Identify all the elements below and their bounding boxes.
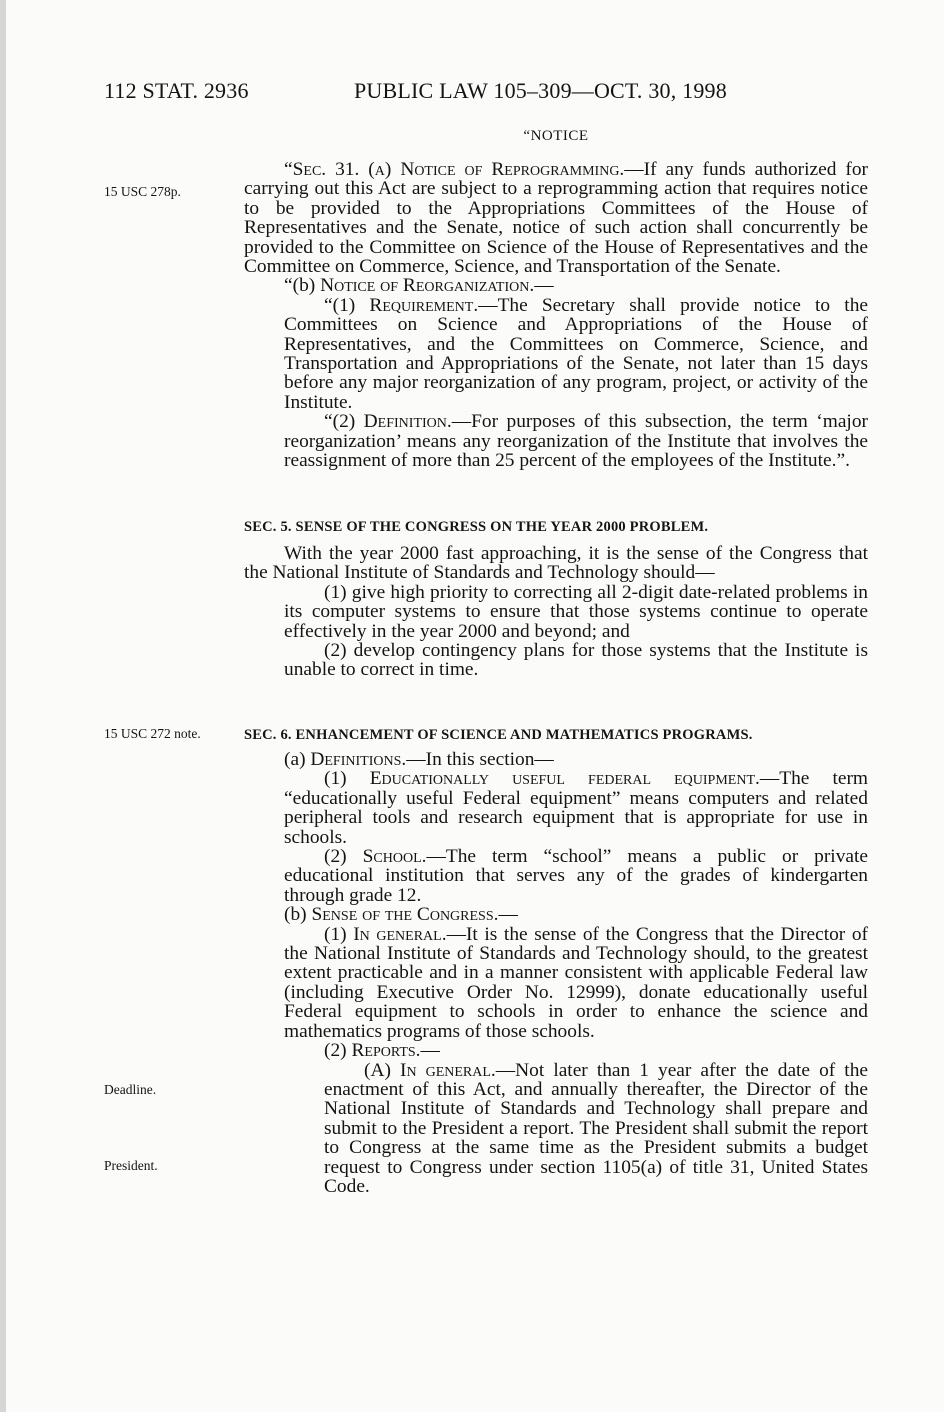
sec31-b-text: — [534,275,554,297]
stat-page-number: 112 STAT. 2936 [104,78,249,103]
notice-heading: “NOTICE [523,128,589,144]
sec31-b-paragraph-1 [244,296,868,412]
sec31-b2-heading: Definition. [363,411,452,433]
sec5-heading: SEC. 5. SENSE OF THE CONGRESS ON THE YEAR 2000 PROBLEM. [244,519,709,535]
sec6-a-heading: Definitions. [310,749,407,770]
sec6-b2-text: — [420,1040,440,1062]
sec31-a-text: —If any funds authorized for carrying out this Act are subject to a reprogramming action that requires notice to be provided to the Appropriations Committees of the House of Representatives and the Senate, notice of such action shall concurrently be provided to the Committee on Science of the House of Representatives and the Committee on Commerce, Science, and Transportation of the Senate. [244,159,868,278]
sec6-b-text: — [498,904,518,926]
margin-note-deadline: Deadline. [104,1082,157,1097]
sec6-a2-heading: School. [362,846,427,868]
margin-note-usc-272-note: 15 USC 272 note. [104,726,201,741]
sec6-a2-text: —The term “school” means a public or private educational institution that serves any of the grades of kindergarten through grade 12. [284,846,868,906]
sec6-a1-text: —The term “educationally useful Federal equipment” means computers and related peripheral tools and research equipment that is appropriate for use in schools. [284,768,868,848]
sec31-a-heading: Notice of Reprogramming. [400,159,625,180]
sec6-a-paragraph-1 [244,769,868,847]
section-5-body [244,544,868,680]
sec6-b-paragraph-1 [244,925,868,1041]
sec31-b-paragraph-2 [244,412,868,470]
sec6-a2-prefix: (2) [324,846,363,868]
sec31-b-heading: Notice of Reorganization. [320,275,535,297]
sec6-subsection-b [244,905,868,924]
sec6-b1-text: —It is the sense of the Congress that the Director of the National Institute of Standards and Technology should, to the greatest extent practicable and in a manner consistent with applicable Federal law (including Executive Order No. 12999), donate educationally useful Federal equipment to schools in order to enhance the science and mathematics programs of those schools. [284,923,868,1042]
sec6-b2-heading: Reports. [351,1040,421,1062]
sec31-b1-text: —The Secretary shall provide notice to the Committees on Science and Appropriations of the House of Representatives, and the Committees on Commerce, Science, and Transportation and Appropriations of the Senate, not later than 15 days before any major reorganization of any program, project, or activity of the Institute. [284,294,868,413]
sec6-heading: SEC. 6. ENHANCEMENT OF SCIENCE AND MATHEMATICS PROGRAMS. [244,727,753,743]
sec31-subsection-b [244,276,868,295]
section-5 [244,518,868,537]
sec5-intro: With the year 2000 fast approaching, it is the sense of the Congress that the National Institute of Standards and Technology should— [244,543,868,584]
sec31-b1-heading: Requirement. [369,294,479,316]
sec5-item-1: (1) give high priority to correcting all 2-digit date-related problems in its computer systems to ensure that those systems continue to operate effectively in the year 2000 and beyond; and [284,581,868,642]
margin-note-president: President. [104,1158,158,1173]
sec6-a-prefix: (a) [284,749,311,770]
sec6-a1-heading: Educationally useful federal equipment. [369,768,760,790]
sec6-b-paragraph-2 [244,1041,868,1060]
sec31-b2-prefix: “(2) [324,411,364,433]
margin-note-usc-278p: 15 USC 278p. [104,184,181,199]
sec6-subsection-a [244,750,868,769]
sec31-b1-prefix: “(1) [324,294,370,316]
sec6-b-prefix: (b) [284,904,312,926]
sec5-item-2: (2) develop contingency plans for those systems that the Institute is unable to correct in time. [284,640,868,681]
sec31-prefix: “Sec. 31. (a) [284,159,401,180]
sec6-b2a-heading: In general. [399,1059,496,1081]
sec31-b-prefix: “(b) [284,275,321,297]
sec6-b2a-prefix: (A) [364,1059,400,1081]
sec6-b-heading: Sense of the Congress. [311,904,499,926]
sec6-b2-prefix: (2) [324,1040,352,1062]
sec31-subsection-a [244,160,868,276]
sec6-b2-subparagraph-a [244,1061,868,1197]
sec6-a-text: —In this section— [406,749,554,770]
sec6-a1-prefix: (1) [324,768,370,790]
sec31-b2-text: —For purposes of this subsection, the term ‘major reorganization’ means any reorganization of the Institute that involves the reassignment of more than 25 percent of the employees of the Institute.”. [284,411,868,472]
public-law-citation: PUBLIC LAW 105–309—OCT. 30, 1998 [354,78,727,103]
sec6-b2a-text: —Not later than 1 year after the date of the enactment of this Act, and annually thereafter, the Director of the National Institute of Standards and Technology shall prepare and submit to the President a report. The President shall submit the report to Congress at the same time as the President submits a budget request to Congress under section 1105(a) of title 31, United States Code. [324,1059,868,1197]
sec6-b1-prefix: (1) [324,923,354,945]
section-6-body [244,750,868,1196]
section-31 [244,160,868,471]
page-scan-edge [0,0,6,1412]
sec6-b1-heading: In general. [353,923,447,945]
sec6-a-paragraph-2 [244,847,868,905]
section-6 [244,726,868,745]
